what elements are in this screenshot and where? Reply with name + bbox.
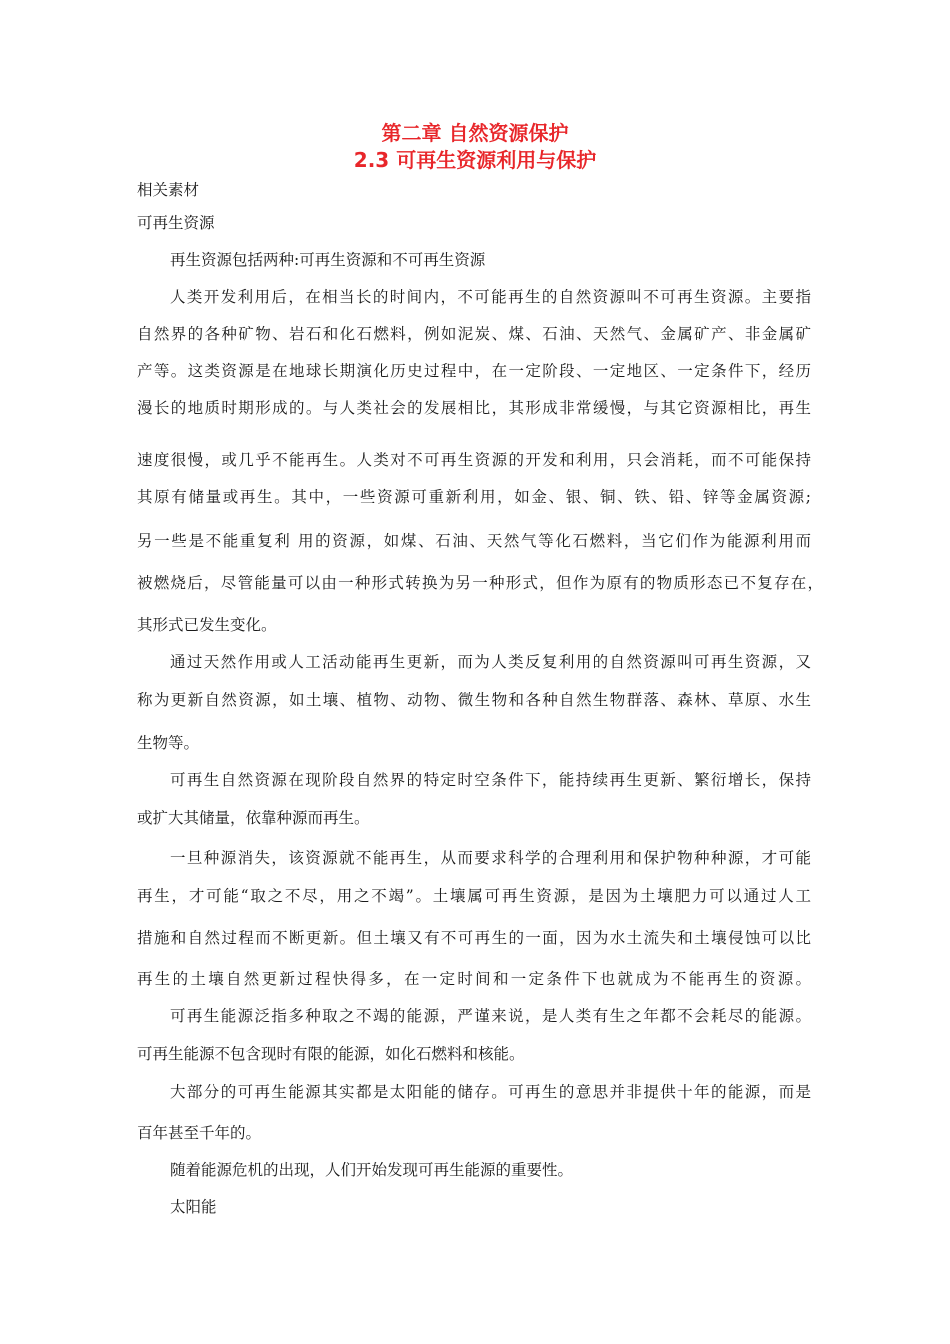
paragraph-line: 再生的土壤自然更新过程快得多，在一定时间和一定条件下也就成为不能再生的资源。	[137, 970, 811, 988]
paragraph-line: 其形式已发生变化。	[137, 616, 277, 634]
paragraph-line: 一旦种源消失，该资源就不能再生，从而要求科学的合理利用和保护物种种源，才可能	[170, 849, 811, 867]
paragraph-line: 可再生能源不包含现时有限的能源，如化石燃料和核能。	[137, 1045, 525, 1063]
paragraph-line: 称为更新自然资源，如土壤、植物、动物、微生物和各种自然生物群落、森林、草原、水生	[137, 691, 811, 709]
heading-related-material: 相关素材	[137, 181, 200, 199]
paragraph-line: 百年甚至千年的。	[137, 1124, 262, 1142]
paragraph-line: 再生，才可能“取之不尽，用之不竭”。土壤属可再生资源，是因为土壤肥力可以通过人工	[137, 887, 811, 905]
paragraph-line: 太阳能	[170, 1198, 217, 1216]
paragraph-line: 可再生能源泛指多种取之不竭的能源，严谨来说，是人类有生之年都不会耗尽的能源。	[170, 1007, 811, 1025]
paragraph-line: 被燃烧后，尽管能量可以由一种形式转换为另一种形式，但作为原有的物质形态已不复存在，	[137, 574, 823, 592]
paragraph-line: 措施和自然过程而不断更新。但土壤又有不可再生的一面，因为水土流失和土壤侵蚀可以比	[137, 929, 811, 947]
paragraph-line: 大部分的可再生能源其实都是太阳能的储存。可再生的意思并非提供十年的能源，而是	[170, 1083, 811, 1101]
paragraph-line: 另一些是不能重复利 用的资源，如煤、石油、天然气等化石燃料，当它们作为能源利用而	[137, 532, 811, 550]
paragraph-line: 其原有储量或再生。其中，一些资源可重新利用，如金、银、铜、铁、铅、锌等金属资源;	[137, 488, 811, 506]
section-title: 2.3 可再生资源利用与保护	[353, 148, 597, 172]
heading-renewable-resources: 可再生资源	[137, 214, 215, 232]
paragraph-line: 人类开发利用后，在相当长的时间内，不可能再生的自然资源叫不可再生资源。主要指	[170, 288, 811, 306]
paragraph-line: 可再生自然资源在现阶段自然界的特定时空条件下，能持续再生更新、繁衍增长，保持	[170, 771, 811, 789]
paragraph-line: 或扩大其储量，依靠种源而再生。	[137, 809, 370, 827]
paragraph-line: 速度很慢，或几乎不能再生。人类对不可再生资源的开发和利用，只会消耗，而不可能保持	[137, 451, 811, 469]
paragraph-line: 随着能源危机的出现，人们开始发现可再生能源的重要性。	[170, 1161, 574, 1179]
paragraph-line: 再生资源包括两种:可再生资源和不可再生资源	[170, 251, 486, 269]
paragraph-line: 漫长的地质时期形成的。与人类社会的发展相比，其形成非常缓慢，与其它资源相比，再生	[137, 399, 811, 417]
paragraph-line: 通过天然作用或人工活动能再生更新，而为人类反复利用的自然资源叫可再生资源，又	[170, 653, 811, 671]
paragraph-line: 自然界的各种矿物、岩石和化石燃料，例如泥炭、煤、石油、天然气、金属矿产、非金属矿	[137, 325, 811, 343]
chapter-title: 第二章 自然资源保护	[381, 121, 569, 145]
paragraph-line: 产等。这类资源是在地球长期演化历史过程中，在一定阶段、一定地区、一定条件下，经历	[137, 362, 811, 380]
paragraph-line: 生物等。	[137, 734, 200, 752]
